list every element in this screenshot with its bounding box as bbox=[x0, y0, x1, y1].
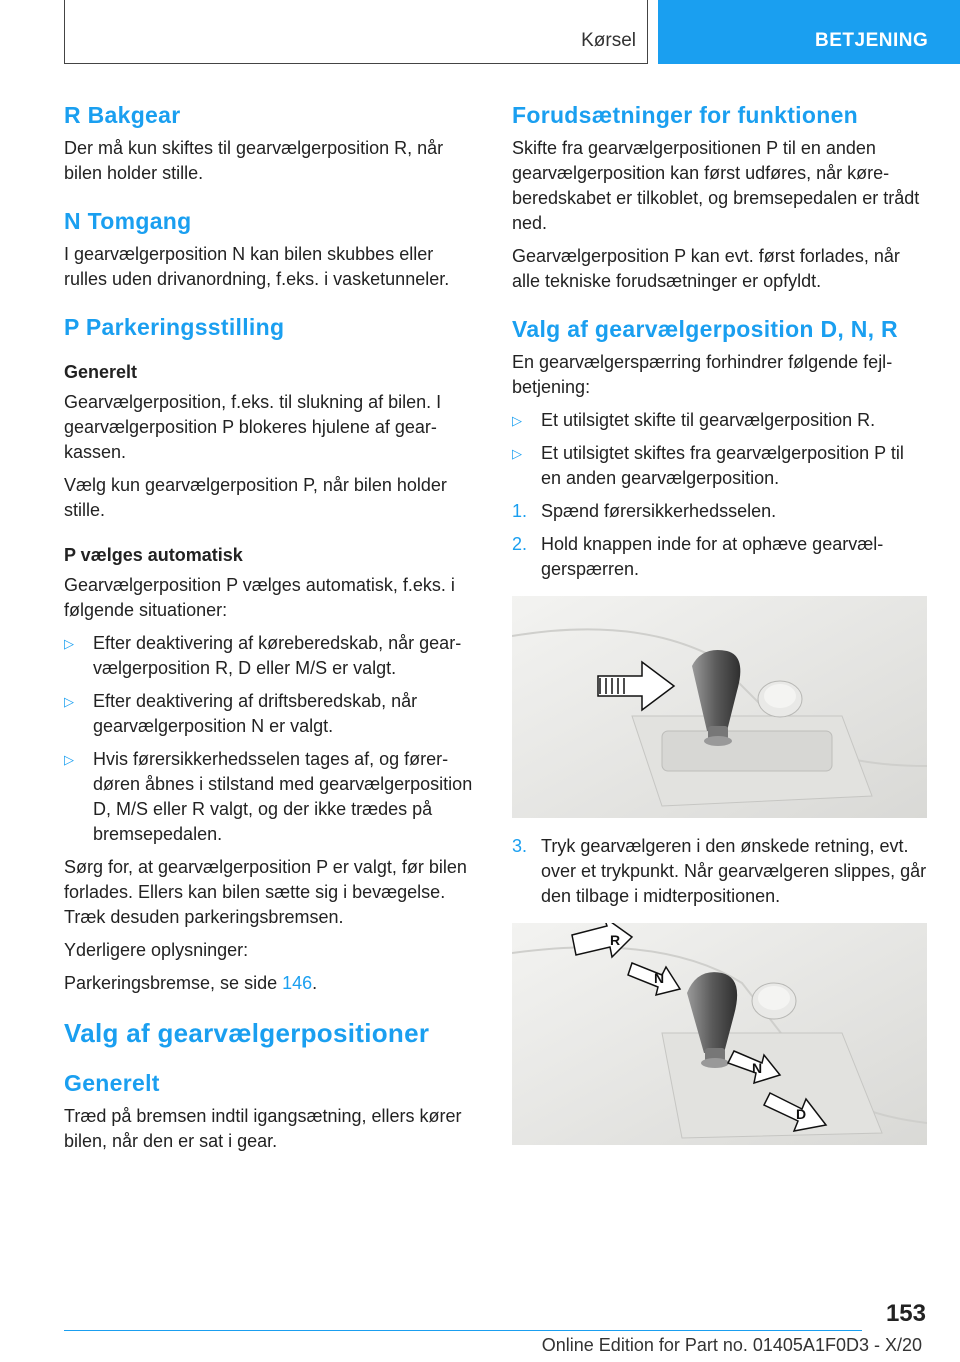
heading-forudsaetninger: Forudsætninger for funktionen bbox=[512, 102, 859, 128]
paragraph-valg-dnr: En gearvælgerspærring forhindrer følgende fejlbetjening: bbox=[512, 352, 893, 397]
paragraph-r: Der må kun skiftes til gearvælgerposition R, når bilen holder stille. bbox=[64, 138, 444, 183]
paragraph-sorg: Sørg for, at gearvælgerposition P er valgt, før bilen forlades. Ellers kan bilen sætte sig i bevægelse. Træk desuden parkeringsbremsen. bbox=[64, 857, 467, 927]
step-item: 2. Hold knappen inde for at ophæve gearvælgerspærren. bbox=[512, 534, 884, 579]
footer-edition: Online Edition for Part no. 01405A1F0D3 - X/20 bbox=[541, 1335, 922, 1355]
heading-r-bakgear: R Bakgear bbox=[64, 102, 181, 128]
triangle-right-icon: ▷ bbox=[64, 694, 74, 709]
subheading-generelt: Generelt bbox=[64, 362, 138, 382]
subheading-auto: P vælges automatisk bbox=[64, 545, 243, 565]
left-column bbox=[64, 100, 479, 1162]
page-number: 153 bbox=[885, 1300, 926, 1327]
heading-generelt-2: Generelt bbox=[64, 1070, 160, 1096]
paragraph-forud-2: Gearvælgerposition P kan evt. først forlades, når alle tekniske forudsætninger er opfyldt. bbox=[512, 246, 900, 291]
paragraph-generelt-2: Vælg kun gearvælgerposition P, når bilen holder stille. bbox=[64, 475, 447, 520]
paragraph-forud-1: Skifte fra gearvælgerpositionen P til en anden gearvælgerposition kan først udføres, når køreberedskabet er tilkoblet, og bremsepedalen er trådt ned. bbox=[512, 138, 920, 233]
fig-label-d: D bbox=[796, 1106, 807, 1122]
list-item: ▷ Efter deaktivering af køreberedskab, når gearvælgerposition R, D eller M/S er valgt. bbox=[64, 633, 462, 678]
paragraph-reference: Parkeringsbremse, se side 146. bbox=[64, 973, 318, 993]
gear-selector-figure-2 bbox=[512, 923, 927, 1145]
list-item: ▷ Et utilsigtet skifte til gearvælgerposition R. bbox=[512, 408, 927, 433]
list-item: ▷ Et utilsigtet skiftes fra gearvælgerposition P til en anden gearvælgerposition. bbox=[512, 443, 904, 488]
fig-label-n-up: N bbox=[654, 970, 665, 986]
step-item: 3. Tryk gearvælgeren i den ønskede retning, evt. over et trykpunkt. Når gearvælgeren slippes, går den tilbage i midterpositionen. bbox=[512, 836, 927, 906]
paragraph-n: I gearvælgerposition N kan bilen skubbes eller rulles uden drivanordning, f.eks. i vasketunneler. bbox=[64, 244, 450, 289]
triangle-right-icon: ▷ bbox=[64, 752, 74, 767]
paragraph-auto: Gearvælgerposition P vælges automatisk, f.eks. i følgende situationer: bbox=[64, 575, 455, 620]
heading-valg-dnr: Valg af gearvælgerposition D, N, R bbox=[512, 316, 898, 342]
footer-divider bbox=[64, 1330, 862, 1331]
paragraph-generelt-3: Træd på bremsen indtil igangsætning, ellers kører bilen, når den er sat i gear. bbox=[64, 1106, 462, 1151]
step-item: 1. Spænd førersikkerhedsselen. bbox=[512, 501, 777, 521]
triangle-right-icon: ▷ bbox=[512, 446, 522, 461]
list-item: ▷ Hvis førersikkerhedsselen tages af, og førerdøren åbnes i stilstand med gearvælgerposition D, M/S eller R valgt, og der ikke trædes på bremsepedalen. bbox=[64, 749, 473, 844]
header-tab-betjening[interactable]: BETJENING bbox=[658, 0, 960, 64]
heading-valg-af-gearvaelgerpositioner: Valg af gearvælgerpositioner bbox=[64, 1018, 430, 1048]
header-section-title: Kørsel bbox=[581, 30, 636, 51]
heading-n-tomgang: N Tomgang bbox=[64, 208, 192, 234]
triangle-right-icon: ▷ bbox=[512, 413, 522, 428]
fig-label-n-down: N bbox=[752, 1060, 763, 1076]
heading-p-parkering: P Parkeringsstilling bbox=[64, 314, 285, 340]
page-link-146[interactable]: 146 bbox=[282, 973, 313, 993]
gear-selector-figure-1 bbox=[512, 596, 927, 818]
triangle-right-icon: ▷ bbox=[64, 636, 74, 651]
right-column bbox=[512, 100, 927, 1161]
list-item: ▷ Efter deaktivering af driftsberedskab, når gearvælgerposition N er valgt. bbox=[64, 691, 418, 736]
paragraph-more-info: Yderligere oplysninger: bbox=[64, 940, 249, 960]
fig-label-r: R bbox=[610, 932, 621, 948]
paragraph-generelt-1: Gearvælgerposition, f.eks. til slukning af bilen. I gearvælgerposition P blokeres hjulene af gearkassen. bbox=[64, 392, 442, 462]
